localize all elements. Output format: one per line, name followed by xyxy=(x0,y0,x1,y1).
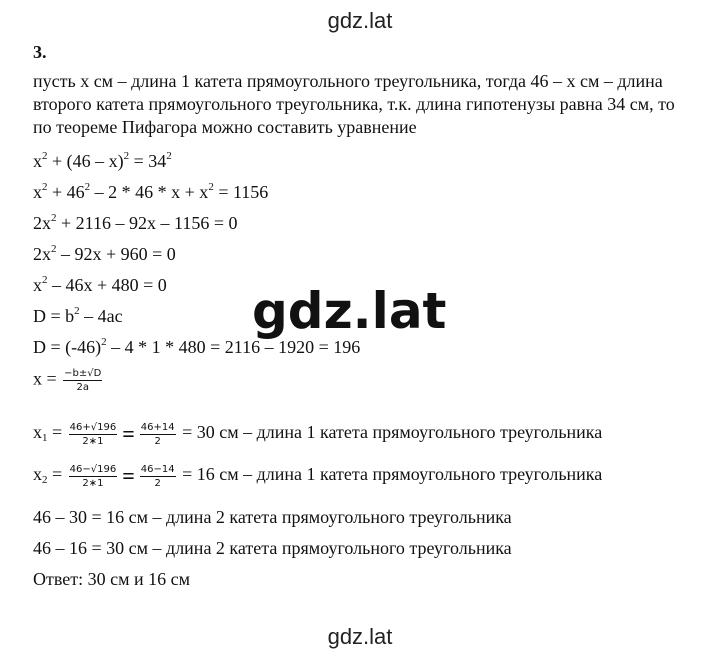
task-intro: пусть x см – длина 1 катета прямоугольного треугольника, тогда 46 – x см – длина второго катета прямоугольного треугольника, т.к. длина гипотенузы равна 34 см, то по теореме Пифагора можно составить уравнение xyxy=(33,71,675,137)
discriminant-formula: $D = b^2 - 4ac$ xyxy=(33,305,123,326)
x1-fraction-1: $\frac{46+√196}{2∗1}$ xyxy=(69,421,117,447)
answer: Ответ: 30 см и 16 см xyxy=(33,569,191,589)
equation-4: $2x^2 - 92x + 960 = 0$ xyxy=(33,243,176,264)
root-formula: x = $\frac{-b\pm√D}{2a}$ xyxy=(33,368,102,393)
second-leg-1: 46 – 30 = 16 см – длина 2 катета прямоугольного треугольника xyxy=(33,507,512,527)
root-x1: $x_1$ = $\frac{46+√196}{2∗1}$ = $\frac{46+14}{2}$ = 30 см – длина 1 катета прямоугольного треугольника xyxy=(33,421,603,447)
equation-2: $x^2 + 46^2 - 2 * 46 * x + x^2 = 1156$ xyxy=(33,181,269,202)
site-header: gdz.lat xyxy=(327,8,393,33)
site-footer: gdz.lat xyxy=(327,624,393,649)
watermark-logo: gdz.lat xyxy=(252,282,447,340)
x2-fraction-1: $\frac{46-√196}{2∗1}$ xyxy=(69,463,117,489)
root-fraction: $\frac{-b\pm√D}{2a}$ xyxy=(64,368,102,393)
task-number: 3. xyxy=(33,42,47,62)
second-leg-2: 46 – 16 = 30 см – длина 2 катета прямоугольного треугольника xyxy=(33,538,512,558)
equation-3: $2x^2 + 2116 - 92x - 1156 = 0$ xyxy=(33,212,238,233)
discriminant-value: $D = (-46)^2 - 4 * 1 * 480 = 2116 - 1920 = 196$ xyxy=(33,336,361,357)
x1-fraction-2: $\frac{46+14}{2}$ xyxy=(140,421,175,447)
root-x2: $x_2$ = $\frac{46-√196}{2∗1}$ = $\frac{46-14}{2}$ = 16 см – длина 1 катета прямоугольного треугольника xyxy=(33,463,603,489)
x2-fraction-2: $\frac{46-14}{2}$ xyxy=(140,463,175,489)
equation-1: $x^2 + (46 - x)^2 = 34^2$ xyxy=(33,150,172,171)
equation-5: $x^2 - 46x + 480 = 0$ xyxy=(33,274,167,295)
